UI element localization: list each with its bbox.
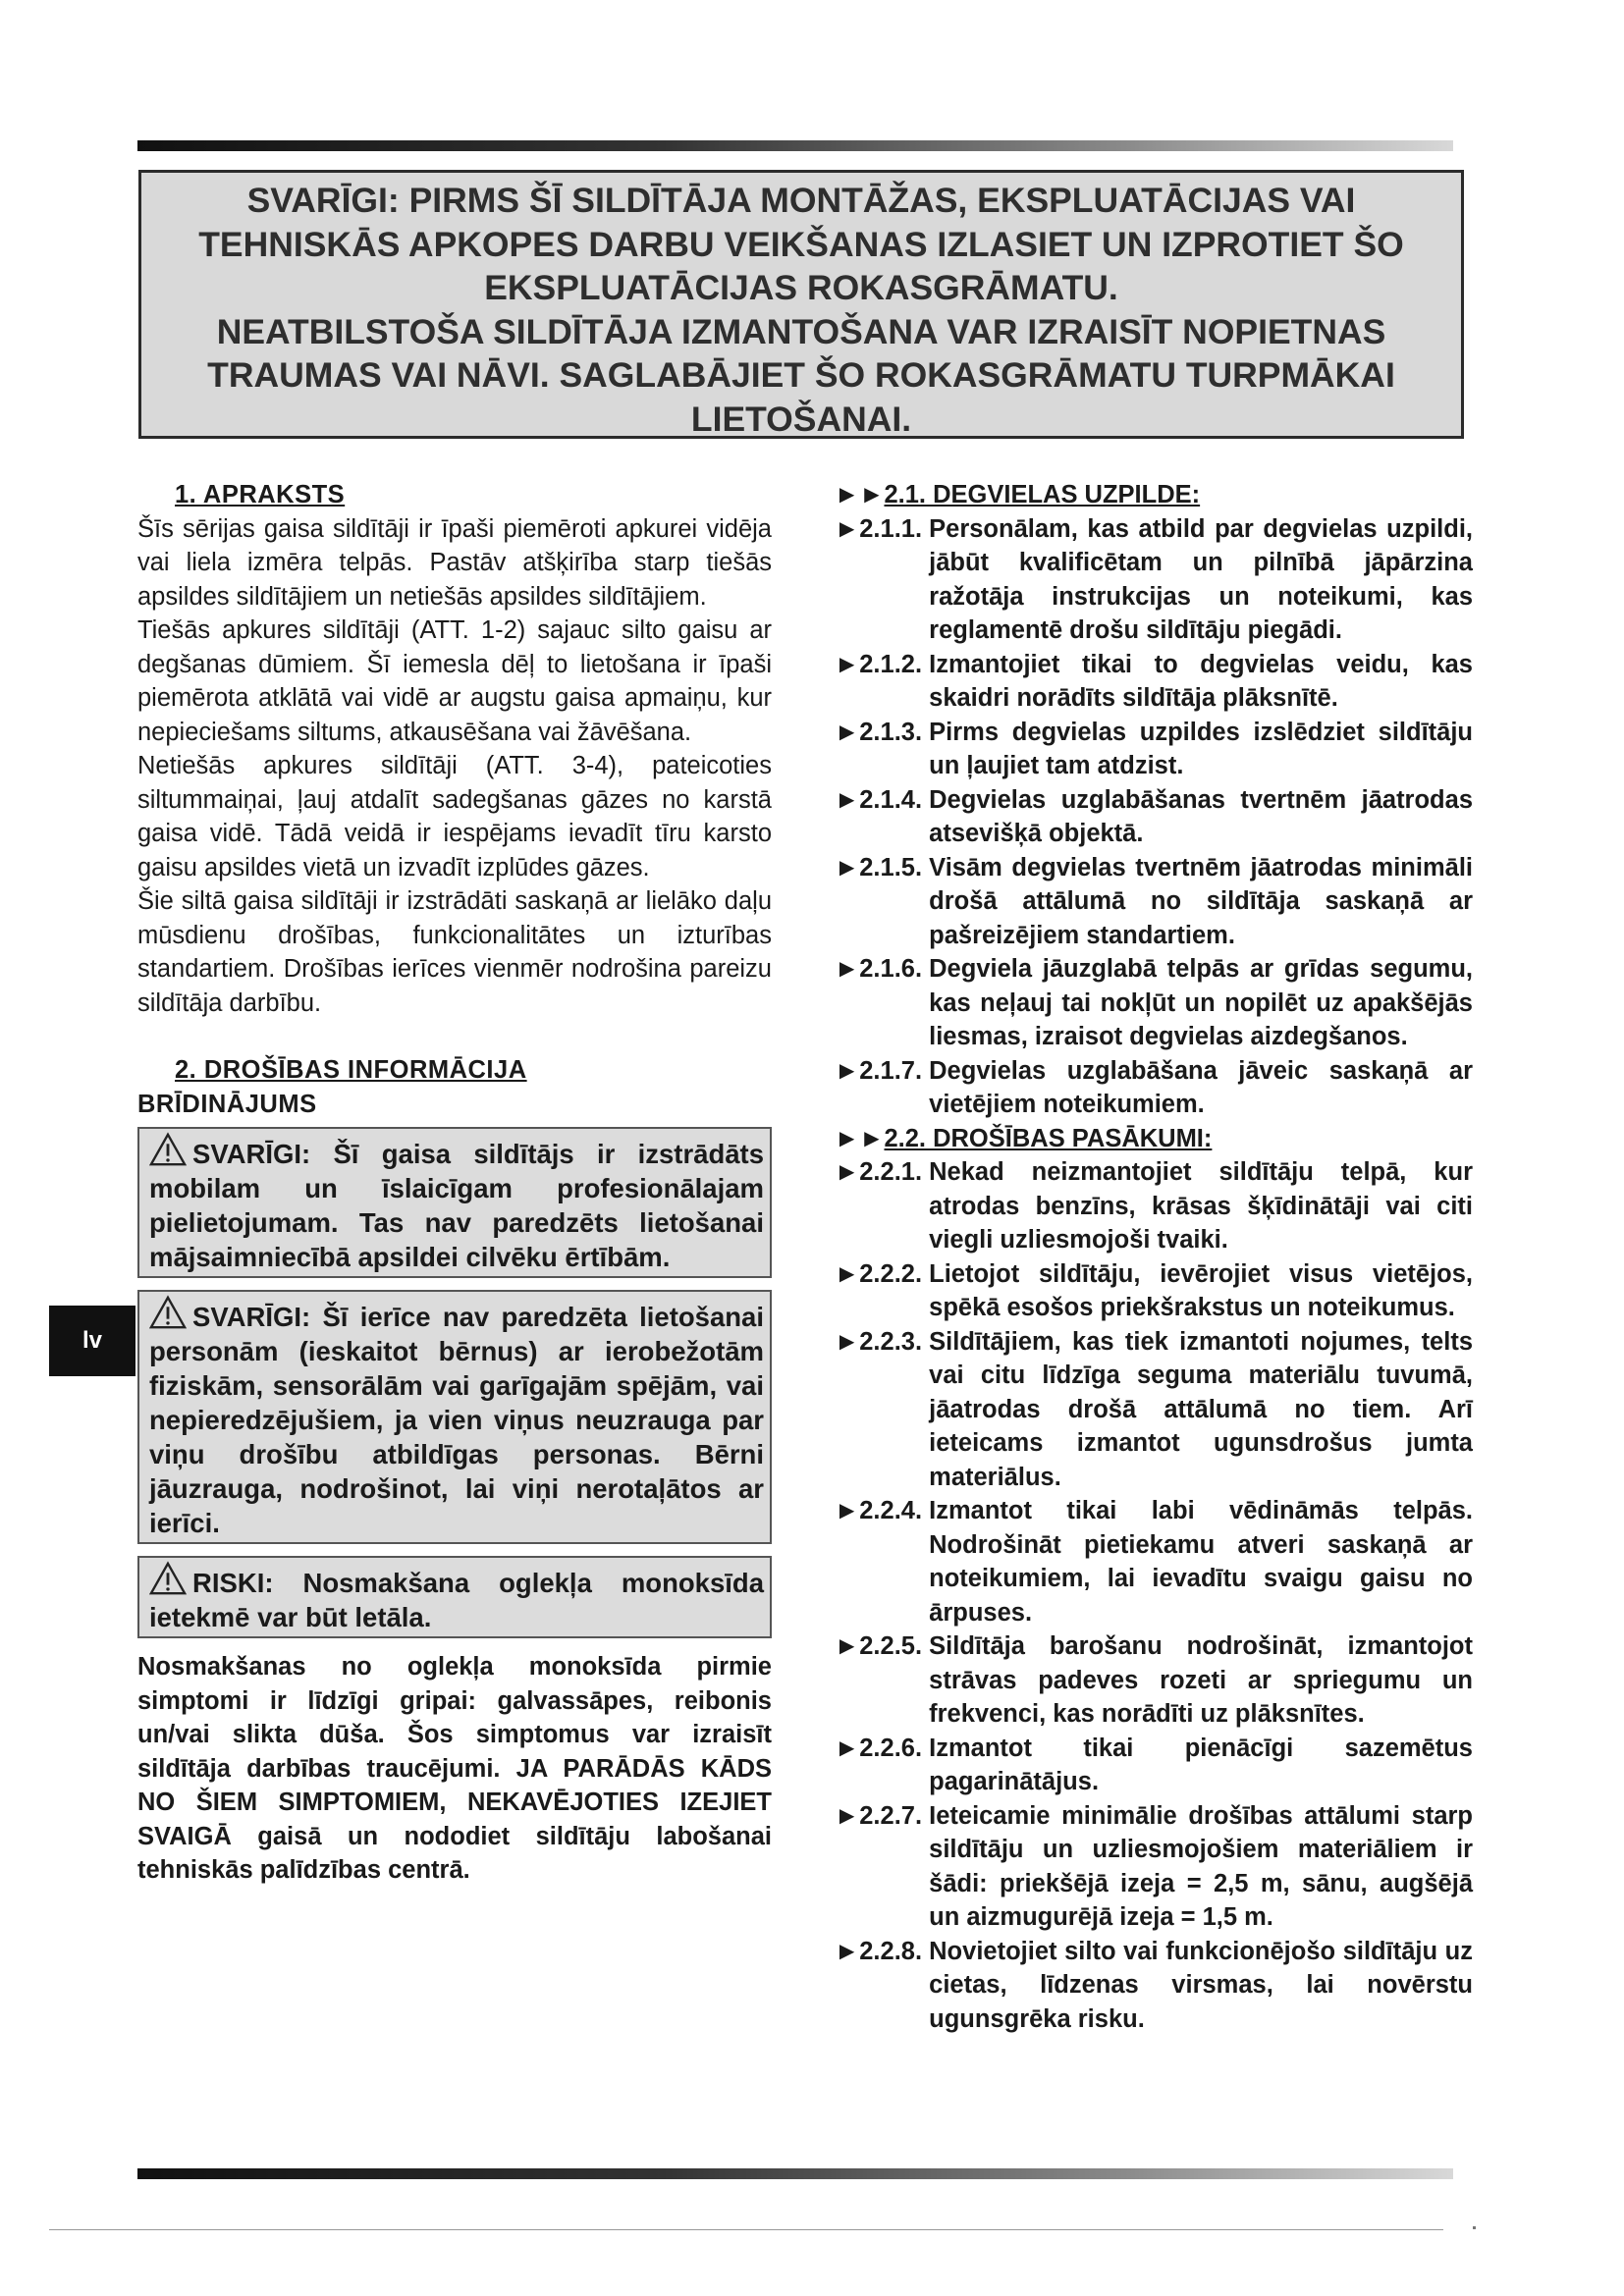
item-text: Sildītājiem, kas tiek izmantoti nojumes, telts vai citu līdzīga seguma materiālu tuvumā, jāatrodas drošā attālumā no tiem. Arī ieteicams izmantot ugunsdrošus jumta materiālus. <box>929 1327 1473 1491</box>
arrow-icon: ► <box>835 853 860 881</box>
warning-triangle-icon <box>149 1132 187 1167</box>
section-2-2-title: 2.2. DROŠĪBAS PASĀKUMI: <box>884 1124 1213 1152</box>
arrow-icon: ► <box>835 1937 860 1965</box>
co-symptoms-paragraph <box>137 1650 772 1888</box>
item-number: 2.1.4. <box>859 785 930 814</box>
item-number: 2.2.8. <box>859 1937 930 1965</box>
list-item <box>835 1935 1473 2037</box>
description-paragraph-1: Šīs sērijas gaisa sildītāji ir īpaši piemēroti apkurei vidēja vai liela izmēra telpās. Pastāv atšķirība starp tiešās apsildes sildītājiem un netiešās apsildes sildītājiem. <box>137 514 772 611</box>
list-item <box>835 1325 1473 1495</box>
co-symptoms-text-b: gaisā un nododiet sildītāju labošanai tehniskās palīdzības centrā. <box>137 1822 772 1884</box>
item-text: Degvielas uzglabāšana jāveic saskaņā ar vietējiem noteikumiem. <box>929 1056 1473 1118</box>
arrow-icon: ► <box>835 1632 860 1660</box>
warning-line-2: TEHNISKĀS APKOPES DARBU VEIKŠANAS IZLASIET UN IZPROTIET ŠO <box>198 224 1404 264</box>
item-text: Izmantot tikai pienācīgi sazemētus pagarinātājus. <box>929 1734 1473 1795</box>
item-number: 2.1.7. <box>859 1056 930 1085</box>
important-warning-box <box>138 170 1464 439</box>
arrow-icon: ► <box>835 1259 860 1288</box>
item-text: Izmantojiet tikai to degvielas veidu, kas skaidri norādīts sildītāja plāksnītē. <box>929 650 1473 712</box>
arrow-icon: ► <box>835 1158 860 1186</box>
list-item <box>835 783 1473 851</box>
section-1-title: 1. APRAKSTS <box>175 481 346 508</box>
notice-box-3-text: RISKI: Nosmakšana oglekļa monoksīda ietekmē var būt letāla. <box>149 1568 764 1632</box>
item-text: Novietojiet silto vai funkcionējošo sildītāju uz cietas, līdzenas virsmas, lai novērstu ugunsgrēka risku. <box>929 1937 1473 2033</box>
arrow-icon: ► <box>835 1734 860 1762</box>
arrow-icon: ► <box>835 1056 860 1085</box>
arrow-icon: ► <box>835 785 860 814</box>
list-item <box>835 851 1473 953</box>
warning-line-6: LIETOŠANAI. <box>690 399 912 439</box>
item-text: Personālam, kas atbild par degvielas uzpildi, jābūt kvalificētam un pilnībā jāpārzina ražotāja instrukcijas un noteikumi, kas reglamentē drošu sildītāju piegādi. <box>929 514 1473 644</box>
footer-rule <box>49 2229 1443 2230</box>
notice-box-supervision <box>137 1290 772 1544</box>
section-2-1-title: 2.1. DEGVIELAS UZPILDE: <box>884 481 1201 508</box>
item-text: Sildītāja barošanu nodrošināt, izmantojot strāvas padeves rozeti ar spriegumu un frekvenci, kas norādīti uz plāksnītes. <box>929 1632 1473 1728</box>
list-item <box>835 952 1473 1054</box>
list-item <box>835 1257 1473 1325</box>
arrow-icon: ► <box>835 1801 860 1830</box>
item-text: Pirms degvielas uzpildes izslēdziet sildītāju un ļaujiet tam atdzist. <box>929 718 1473 779</box>
footer-mark <box>1473 2226 1476 2229</box>
warning-line-1: SVARĪGI: PIRMS ŠĪ SILDĪTĀJA MONTĀŽAS, EKSPLUATĀCIJAS VAI <box>246 181 1356 220</box>
notice-box-1-text: SVARĪGI: Šī gaisa sildītājs ir izstrādāts mobilam un īslaicīgam profesionālajam pielietojumam. Tas nav paredzēts lietošanai mājsaimniecībā apsildei cilvēku ērtībām. <box>149 1139 764 1272</box>
section-2-title: 2. DROŠĪBAS INFORMĀCIJA <box>175 1056 527 1084</box>
item-number: 2.2.3. <box>859 1327 930 1356</box>
list-item <box>835 1799 1473 1935</box>
arrow-icon: ► <box>835 718 860 746</box>
left-column <box>137 478 772 1888</box>
co-symptoms-text-a: Nosmakšanas no oglekļa monoksīda pirmie simptomi ir līdzīgi gripai: galvassāpes, reibonis un/vai slikta dūša. Šos simptomus var izraisīt sildītāja darbības traucējumi. JA PARĀDĀS KĀDS NO ŠIEM SIMPTOMIEM, NEKAVĒJOTIES IZEJIET SVAIGĀ <box>137 1653 772 1850</box>
list-item <box>835 1494 1473 1629</box>
item-text: Degviela jāuzglabā telpās ar grīdas segumu, kas neļauj tai nokļūt un nopilēt uz apakšējās liesmas, izraisot degvielas aizdegšanos. <box>929 955 1473 1050</box>
arrow-icon: ► <box>835 1327 860 1356</box>
item-number: 2.2.7. <box>859 1801 930 1830</box>
description-paragraph-2: Tiešās apkures sildītāji (ATT. 1-2) sajauc silto gaisu ar degšanas dūmiem. Šī iemesla dēļ to lietošana ir īpaši piemērota atklātā vai vidē ar augstu gaisa apmaiņu, kur nepieciešams siltums, atkausēšana vai žāvēšana. <box>137 616 772 746</box>
top-divider-bar <box>137 140 1453 151</box>
list-item <box>835 512 1473 648</box>
item-number: 2.1.5. <box>859 853 930 881</box>
notice-box-co-risk <box>137 1556 772 1638</box>
list-item <box>835 1629 1473 1732</box>
fuel-refilling-list <box>835 512 1473 1122</box>
list-item <box>835 1155 1473 1257</box>
notice-box-professional-use <box>137 1127 772 1278</box>
item-number: 2.1.2. <box>859 650 930 678</box>
warning-line-5: TRAUMAS VAI NĀVI. SAGLABĀJIET ŠO ROKASGRĀMATU TURPMĀKAI <box>207 355 1395 395</box>
item-text: Degvielas uzglabāšanas tvertnēm jāatrodas atsevišķā objektā. <box>929 785 1473 847</box>
list-item <box>835 648 1473 716</box>
item-number: 2.1.6. <box>859 955 930 983</box>
bottom-divider-bar <box>137 2168 1453 2179</box>
item-text: Izmantot tikai labi vēdināmās telpās. Nodrošināt pietiekamu atveri saskaņā ar noteikumiem, lai ievadītu svaigu gaisu no ārpuses. <box>929 1497 1473 1627</box>
warning-triangle-icon <box>149 1561 187 1596</box>
notice-box-2-text: SVARĪGI: Šī ierīce nav paredzēta lietošanai personām (ieskaitot bērnus) ar ierobežotām fiziskām, sensorālām vai garīgajām spējām, vai nepieredzējušiem, ja vien viņus neuzrauga par viņu drošību atbildīgas personas. Bērni jāuzrauga, nodrošinot, lai viņi nerotaļātos ar ierīci. <box>149 1302 764 1538</box>
item-text: Ieteicamie minimālie drošības attālumi starp sildītāju un uzliesmojošiem materiāliem ir šādi: priekšējā izeja = 2,5 m, sānu, augšējā un aizmugurējā izeja = 1,5 m. <box>929 1801 1473 1931</box>
warning-line-3: EKSPLUATĀCIJAS ROKASGRĀMATU. <box>484 268 1118 307</box>
arrow-icon: ► <box>835 955 860 983</box>
item-number: 2.2.5. <box>859 1632 930 1660</box>
double-arrow-icon: ►► <box>835 481 885 508</box>
item-number: 2.2.2. <box>859 1259 930 1288</box>
arrow-icon: ► <box>835 514 860 543</box>
arrow-icon: ► <box>835 1497 860 1524</box>
list-item <box>835 1054 1473 1122</box>
item-text: Visām degvielas tvertnēm jāatrodas minimāli drošā attālumā no sildītāja saskaņā ar pašreizējiem standartiem. <box>929 853 1473 949</box>
warning-line-4: NEATBILSTOŠA SILDĪTĀJA IZMANTOŠANA VAR IZRAISĪT NOPIETNAS <box>216 311 1386 351</box>
description-paragraph-4: Šie siltā gaisa sildītāji ir izstrādāti saskaņā ar lielāko daļu mūsdienu drošības, funkcionalitātes un izturības standartiem. Drošības ierīces vienmēr nodrošina pareizu sildītāja darbību. <box>137 887 772 1017</box>
item-number: 2.2.6. <box>859 1734 930 1762</box>
double-arrow-icon: ►► <box>835 1124 885 1152</box>
language-tab: lv <box>49 1306 135 1376</box>
list-item <box>835 1732 1473 1799</box>
safety-measures-list <box>835 1155 1473 2036</box>
item-text: Nekad neizmantojiet sildītāju telpā, kur atrodas benzīns, krāsas šķīdinātāji vai citi viegli uzliesmojoši tvaiki. <box>929 1158 1473 1254</box>
section-2-2-header <box>835 1122 1473 1156</box>
item-number: 2.1.1. <box>859 514 930 543</box>
item-number: 2.2.4. <box>859 1497 930 1524</box>
warning-label: BRĪDINĀJUMS <box>137 1090 317 1118</box>
item-number: 2.2.1. <box>859 1158 930 1186</box>
arrow-icon: ► <box>835 650 860 678</box>
list-item <box>835 716 1473 783</box>
item-text: Lietojot sildītāju, ievērojiet visus vietējos, spēkā esošos priekšrakstus un noteikumus. <box>929 1259 1473 1321</box>
description-paragraph-3: Netiešās apkures sildītāji (ATT. 3-4), pateicoties siltummaiņai, ļauj atdalīt sadegšanas gāzes no karstā gaisa vidē. Tādā veidā ir iespējams ievadīt tīru karsto gaisu apsildes vietā un izvadīt izplūdes gāzes. <box>137 752 772 881</box>
item-number: 2.1.3. <box>859 718 930 746</box>
right-column <box>835 478 1473 2036</box>
section-2-1-header <box>835 478 1473 512</box>
warning-triangle-icon <box>149 1295 187 1330</box>
